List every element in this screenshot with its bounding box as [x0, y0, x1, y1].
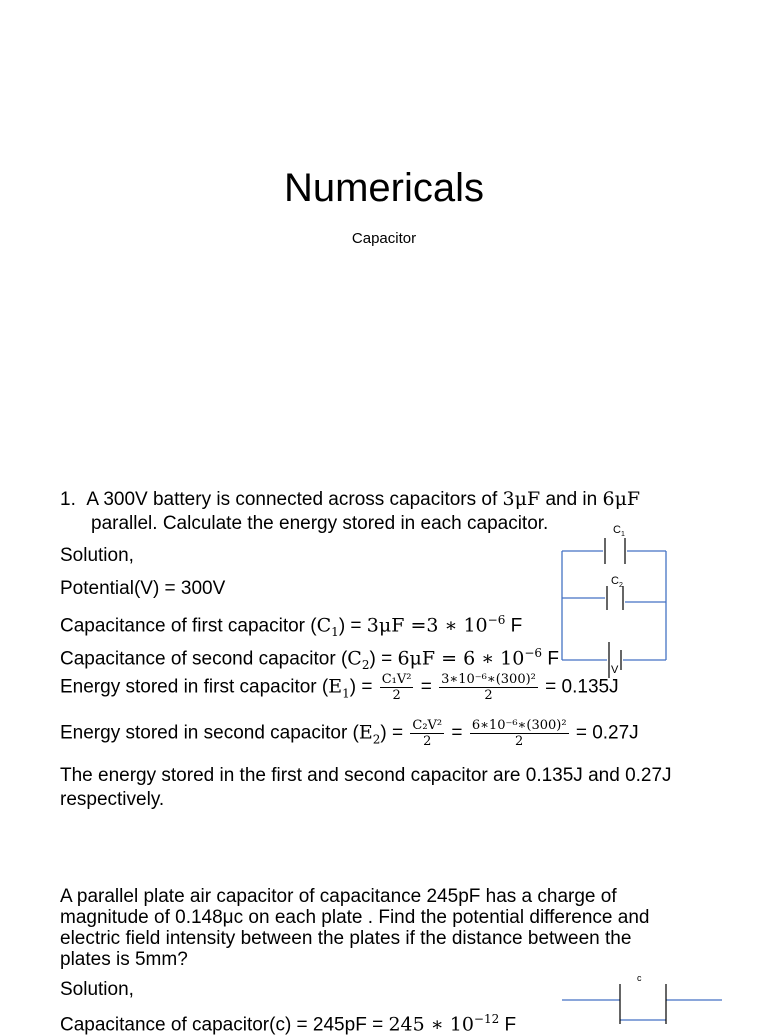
q1-potential: Potential(V) = 300V [60, 578, 226, 599]
q1-c1-line [60, 609, 522, 643]
q2-capacitance-line [60, 1008, 516, 1036]
capacitor-diagram [560, 968, 730, 1024]
c1-mid: ) = [338, 615, 367, 637]
q2-cap-prefix: Capacitance of capacitor(c) = 245pF = [60, 1014, 389, 1036]
q1-cap2: 6μF [602, 488, 641, 510]
q1-line1-text: A 300V battery is connected across capacitors of [86, 489, 503, 510]
e2-close: ) = [380, 722, 409, 744]
c1-symbol: C [316, 614, 332, 637]
e1-close: ) = [349, 676, 378, 698]
q1-line2: parallel. Calculate the energy stored in each capacitor. [91, 513, 549, 534]
q1-cap1: 3μF [502, 488, 541, 510]
e2-prefix: Energy stored in second capacitor ( [60, 722, 359, 744]
q2-cap-exponent: −12 [473, 1012, 500, 1026]
circuit1-wires [562, 551, 666, 660]
e1-symbol: E [328, 675, 343, 698]
e1-subscript: 1 [342, 686, 350, 701]
e2-result: = 0.27J [570, 722, 639, 744]
c2-mid: ) = [369, 648, 398, 670]
c1-prefix: Capacitance of first capacitor ( [60, 615, 317, 637]
parallel-circuit-diagram [555, 518, 685, 676]
circuit1-label-c2: $C_2$ [611, 575, 623, 589]
q2-line4: plates is 5mm? [60, 949, 188, 970]
q1-e1-line [60, 672, 619, 704]
c1-equation: =3 ∗ 10 [404, 614, 488, 637]
e1-frac2-denominator: 2 [439, 687, 538, 703]
page-title: Numericals [283, 166, 485, 210]
q1-c2-line [60, 642, 559, 676]
q2-cap-unit: F [499, 1014, 517, 1036]
q1-e2-line [60, 718, 639, 750]
c1-value: 3μF [366, 614, 405, 637]
circuit1-plates [605, 538, 625, 678]
c2-exponent: −6 [524, 646, 543, 660]
e2-frac2-denominator: 2 [470, 733, 569, 749]
circuit2-plates [620, 984, 666, 1024]
c1-unit: F [505, 615, 523, 637]
e2-frac-denominator: 2 [410, 733, 444, 749]
q1-conclusion-2: respectively. [60, 789, 165, 810]
e1-prefix: Energy stored in first capacitor ( [60, 676, 329, 698]
e1-frac2-numerator: 3∗10⁻⁶∗(300)² [441, 672, 536, 687]
c2-value: 6μF [397, 647, 436, 670]
e1-fraction2 [439, 672, 538, 703]
q1-line1 [60, 488, 640, 511]
circuit2-wires [562, 1000, 722, 1020]
c1-subscript: 1 [331, 625, 339, 640]
e2-subscript: 2 [372, 732, 381, 747]
circuit2-label-c: c [637, 973, 642, 983]
q2-solution: Solution, [60, 979, 134, 1000]
c2-unit: F [542, 648, 559, 670]
c2-symbol: C [347, 647, 362, 670]
q1-number: 1. [60, 489, 76, 510]
c2-subscript: 2 [361, 658, 370, 673]
e2-fraction [410, 718, 444, 749]
circuit1-label-c1: $C_1$ [613, 524, 625, 538]
c1-exponent: −6 [487, 613, 506, 627]
q2-line2: magnitude of 0.148μc on each plate . Find the potential difference and [60, 907, 650, 928]
circuit1-label-v: V [611, 664, 619, 676]
q2-cap-value: 245 ∗ 10 [388, 1013, 474, 1036]
q1-solution: Solution, [60, 545, 134, 566]
e1-frac-numerator: C₁V² [381, 672, 412, 687]
e2-symbol: E [358, 721, 373, 744]
c2-prefix: Capacitance of second capacitor ( [60, 648, 348, 670]
e2-frac-numerator: C₂V² [412, 718, 443, 733]
e2-fraction2 [470, 718, 569, 749]
page-subtitle: Capacitor [351, 230, 417, 247]
e1-eq: = [415, 676, 438, 698]
e1-result: = 0.135J [539, 676, 619, 698]
q1-conclusion-1: The energy stored in the first and second capacitor are 0.135J and 0.27J [60, 765, 672, 786]
e1-fraction [380, 672, 414, 703]
q2-line3: electric field intensity between the plates if the distance between the [60, 928, 632, 949]
q2-line1: A parallel plate air capacitor of capacitance 245pF has a charge of [60, 886, 617, 907]
q1-line1-mid: and in [540, 489, 603, 510]
e2-eq: = [446, 722, 468, 744]
e2-frac2-numerator: 6∗10⁻⁶∗(300)² [471, 718, 567, 733]
c2-equation: = 6 ∗ 10 [435, 647, 525, 670]
e1-frac-denominator: 2 [380, 687, 414, 703]
